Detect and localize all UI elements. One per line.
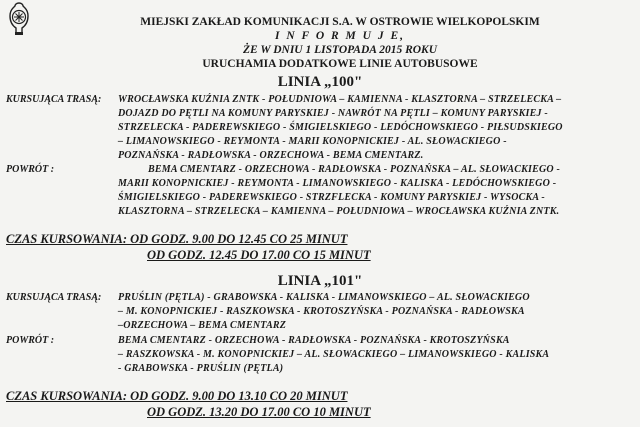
route-line: – M. KONOPNICKIEJ - RASZKOWSKA - KROTOSZYŃSKA - POZNAŃSKA - RADŁOWSKA — [118, 306, 525, 317]
schedule-line: OD GODZ. 13.20 DO 17.00 CO 10 MINUT — [147, 405, 371, 419]
route-label: KURSUJĄCA TRASĄ: — [6, 94, 102, 105]
informuje-heading: I N F O R M U J E, — [274, 30, 406, 42]
return-line: – RASZKOWSKA - M. KONOPNICKIEJ – AL. SŁOWACKIEGO – LIMANOWSKIEGO - KALISKA — [118, 349, 550, 360]
schedule-line: CZAS KURSOWANIA: OD GODZ. 9.00 DO 13.10 CO 20 MINUT — [6, 389, 348, 403]
route-line: – LIMANOWSKIEGO - REYMONTA - MARII KONOPNICKIEJ - AL. SŁOWACKIEGO - — [118, 136, 507, 147]
return-line: BEMA CMENTARZ - ORZECHOWA - RADŁOWSKA - POZNAŃSKA - KROTOSZYŃSKA — [118, 335, 510, 346]
schedule-line: CZAS KURSOWANIA: OD GODZ. 9.00 DO 12.45 CO 25 MINUT — [6, 232, 348, 246]
return-label: POWRÓT : — [6, 164, 55, 175]
company-logo-icon — [6, 2, 32, 36]
route-line: DOJAZD DO PĘTLI NA KOMUNY PARYSKIEJ - NAWRÓT NA PĘTLI – KOMUNY PARYSKIEJ - — [118, 108, 548, 119]
return-line: - GRABOWSKA - PRUŚLIN (PĘTLA) — [118, 363, 284, 374]
return-label: POWRÓT : — [6, 335, 55, 346]
route-line: –ORZECHOWA – BEMA CMENTARZ — [118, 320, 287, 331]
return-line: BEMA CMENTARZ - ORZECHOWA - RADŁOWSKA - POZNAŃSKA – AL. SŁOWACKIEGO - — [148, 164, 561, 175]
company-name: MIEJSKI ZAKŁAD KOMUNIKACJI S.A. W OSTROWIE WIELKOPOLSKIM — [140, 16, 540, 28]
schedule-line: OD GODZ. 12.45 DO 17.00 CO 15 MINUT — [147, 248, 371, 262]
route-line: STRZELECKA - PADEREWSKIEGO - ŚMIGIELSKIEGO - LEDÓCHOWSKIEGO - PIŁSUDSKIEGO — [118, 122, 563, 133]
return-line: KLASZTORNA – STRZELECKA – KAMIENNA – POŁUDNIOWA – WROCŁAWSKA KUŹNIA ZNTK. — [118, 206, 560, 217]
route-label: KURSUJĄCA TRASĄ: — [6, 292, 102, 303]
line-101-title: LINIA „101" — [277, 273, 363, 289]
route-line: POZNAŃSKA - RADŁOWSKA - ORZECHOWA - BEMA CMENTARZ. — [118, 150, 424, 161]
line-100-title: LINIA „100" — [277, 74, 363, 90]
return-line: MARII KONOPNICKIEJ - REYMONTA - LIMANOWSKIEGO - KALISKA - LEDÓCHOWSKIEGO - — [118, 178, 557, 189]
return-line: ŚMIGIELSKIEGO - PADEREWSKIEGO - STRZFLECKA - KOMUNY PARYSKIEJ - WYSOCKA - — [118, 192, 545, 203]
route-line: WROCŁAWSKA KUŹNIA ZNTK - POŁUDNIOWA – KAMIENNA - KLASZTORNA – STRZELECKA – — [118, 94, 562, 105]
route-line: PRUŚLIN (PĘTLA) - GRABOWSKA - KALISKA - LIMANOWSKIEGO – AL. SŁOWACKIEGO — [118, 292, 530, 303]
date-announcement: ŻE W DNIU 1 LISTOPADA 2015 ROKU — [242, 44, 438, 56]
announcement-subtitle: URUCHAMIA DODATKOWE LINIE AUTOBUSOWE — [202, 58, 478, 70]
